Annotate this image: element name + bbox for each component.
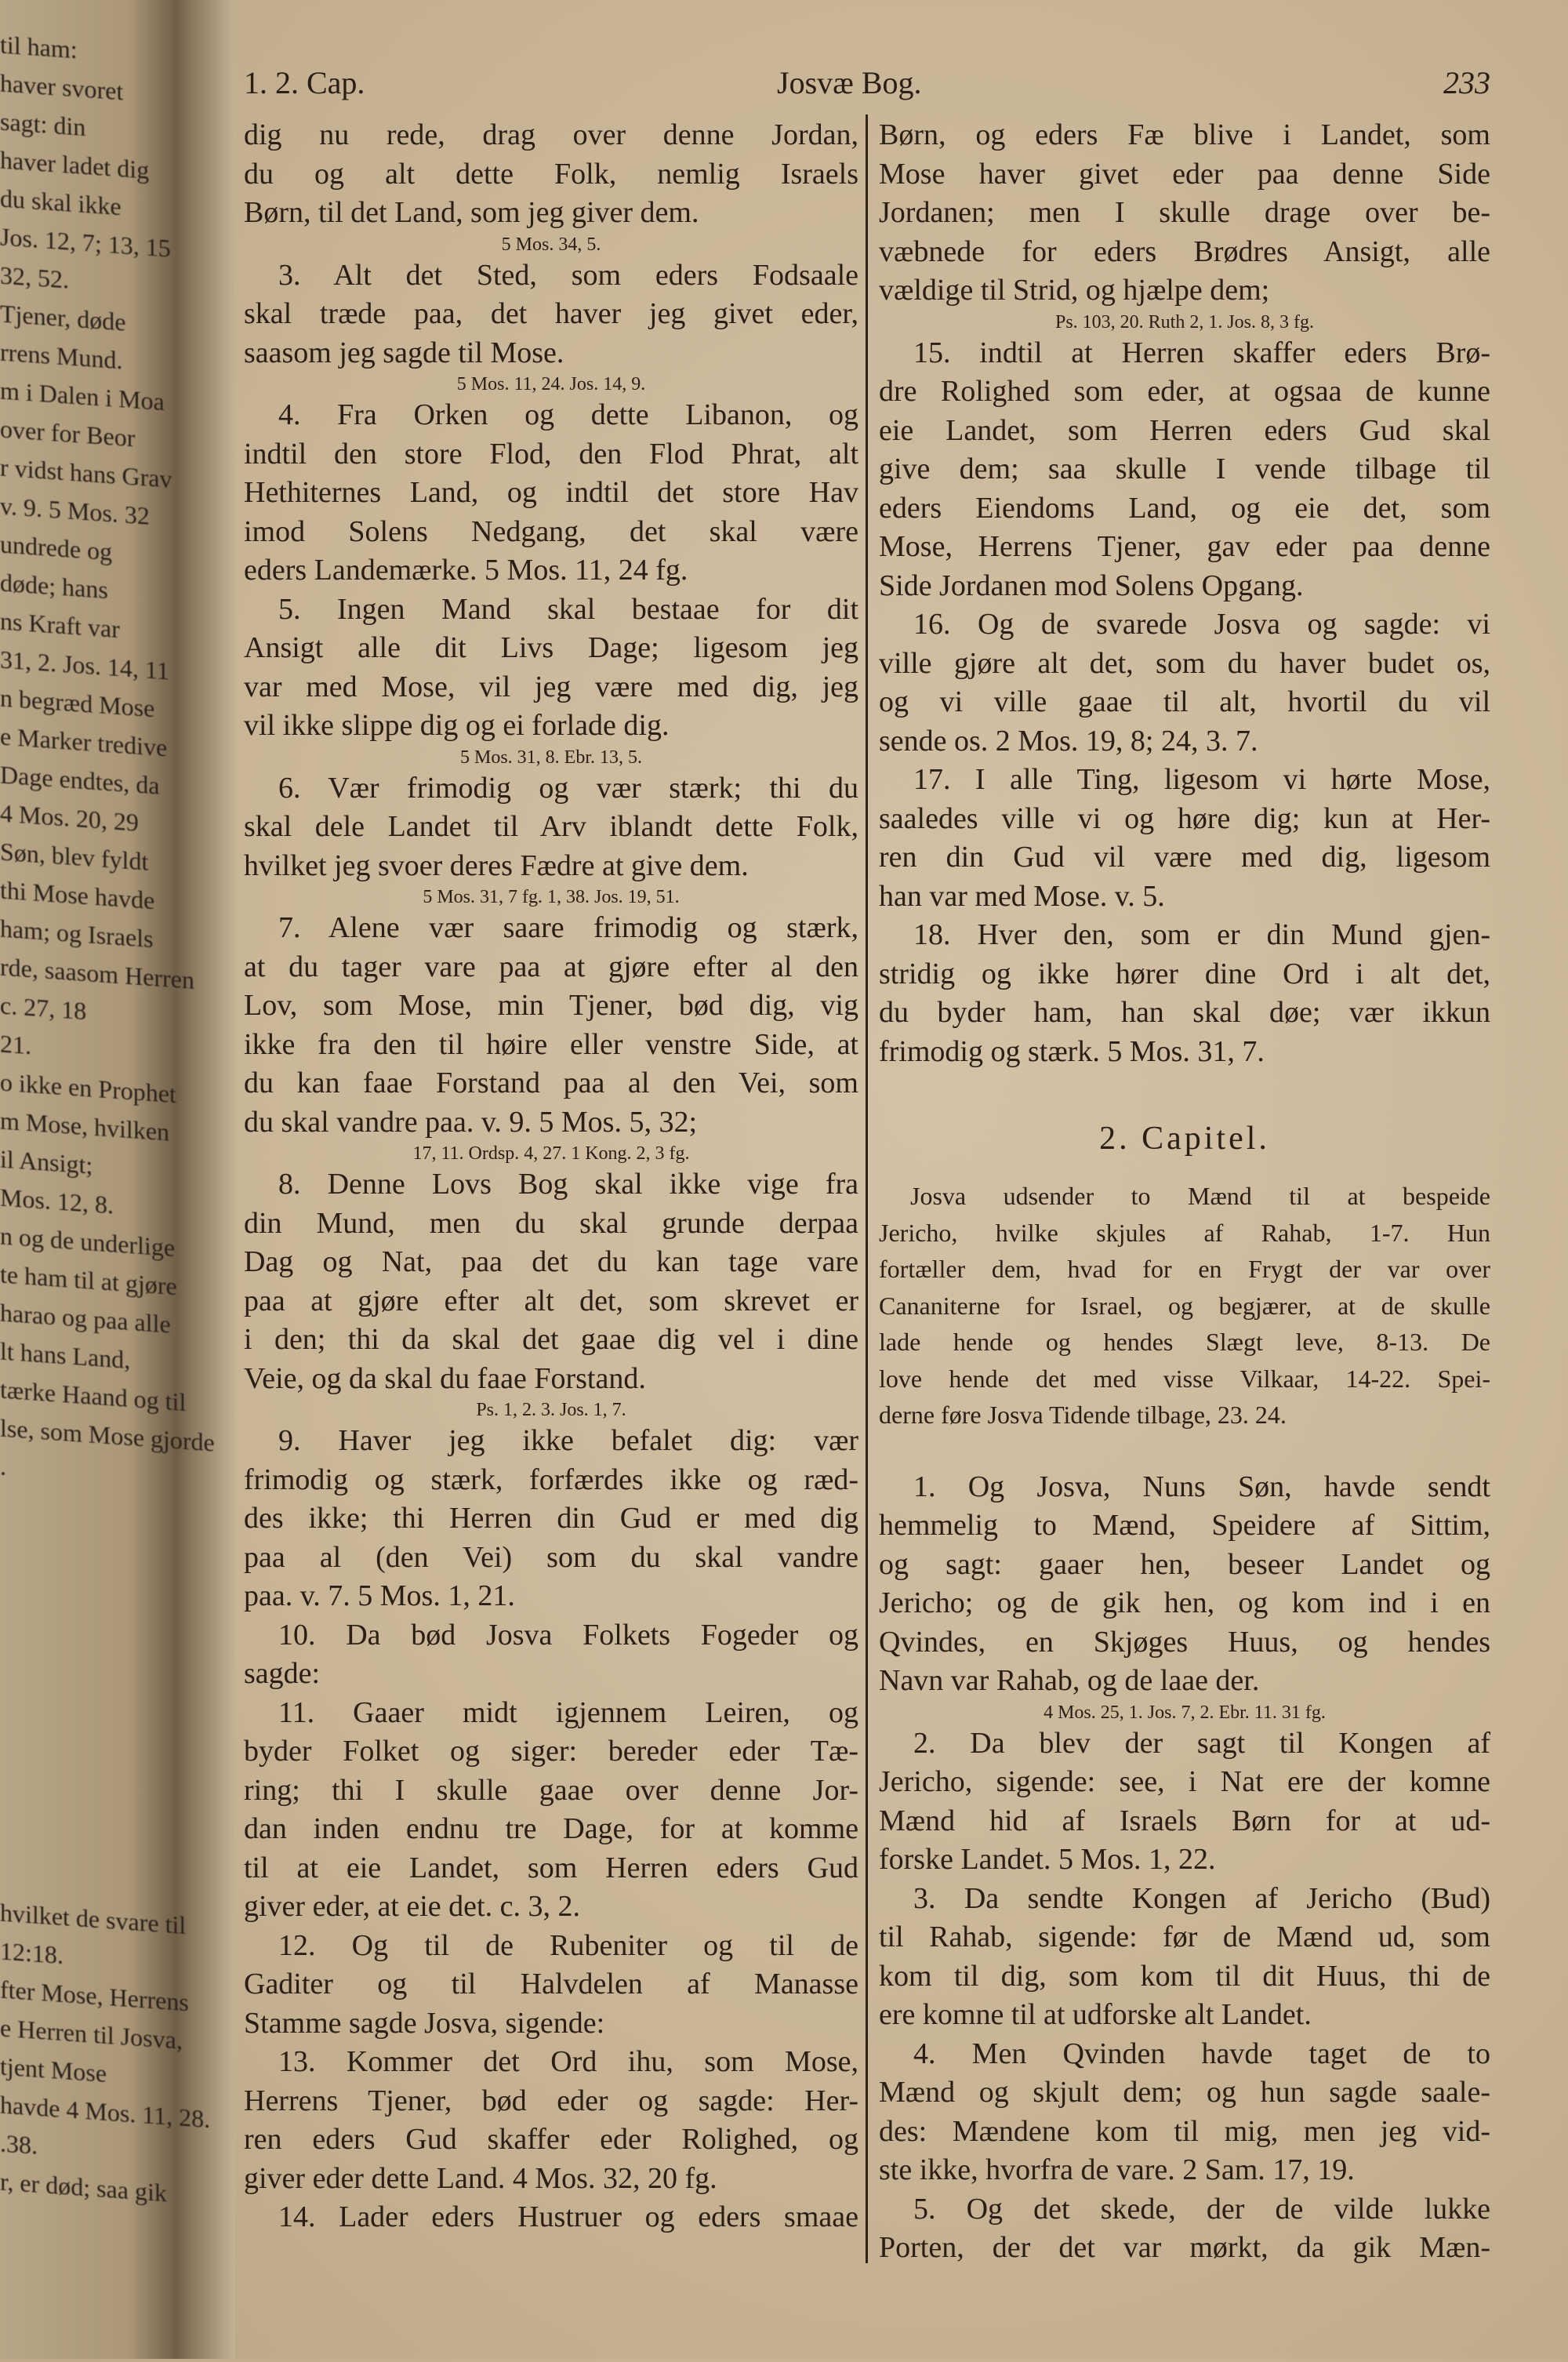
- verse-paragraph-line: du skal vandre paa. v. 9. 5 Mos. 5, 32;: [244, 1105, 697, 1139]
- verse-paragraph-line: Jordanen; men I skulle drage over be-: [879, 196, 1490, 229]
- cross-reference-line: 5 Mos. 31, 8. Ebr. 13, 5.: [459, 747, 642, 768]
- facing-page-fragment: rrens Mund.: [0, 337, 123, 375]
- verse-paragraph: [244, 1616, 858, 1694]
- verse-paragraph: [879, 334, 1490, 606]
- verse-paragraph-line: 16. Og de svarede Josva og sagde: vi: [913, 608, 1490, 641]
- verse-paragraph: [879, 2190, 1490, 2268]
- verse-paragraph: [879, 761, 1490, 916]
- cross-reference: [244, 233, 858, 256]
- chapter-summary-line: Cananiterne for Israel, og begjærer, at de skulle: [879, 1291, 1490, 1320]
- chapter-summary-line: fortæller dem, hvad for en Frygt der var over: [879, 1255, 1490, 1283]
- verse-paragraph-line: hemmelig to Mænd, Speidere af Sittim,: [879, 1509, 1490, 1542]
- verse-paragraph: [879, 1724, 1490, 1880]
- chapter-summary-line: derne føre Josva Tidende tilbage, 23. 24.: [879, 1401, 1287, 1429]
- verse-paragraph-line: skal træde paa, det haver jeg givet eder,: [244, 297, 858, 330]
- facing-page-fragment: Tjener, døde: [0, 299, 126, 336]
- cross-reference: [244, 1398, 858, 1422]
- verse-paragraph-line: Stamme sagde Josva, sigende:: [244, 2006, 605, 2040]
- verse-paragraph-line: vil ikke slippe dig og ei forlade dig.: [244, 709, 670, 742]
- verse-paragraph-line: vældige til Strid, og hjælpe dem;: [879, 274, 1270, 307]
- verse-paragraph-line: saaledes ville vi og høre dig; kun at Her-: [879, 801, 1490, 835]
- verse-paragraph-line: Dag og Nat, paa det du kan tage vare: [244, 1245, 858, 1278]
- facing-page-fragment: 12:18.: [0, 1936, 64, 1970]
- verse-paragraph-line: imod Solens Nedgang, det skal være: [244, 514, 858, 548]
- facing-page-fragment: 21.: [0, 1029, 31, 1060]
- verse-paragraph-line: 7. Alene vær saare frimodig og stærk,: [278, 911, 858, 944]
- verse-paragraph-line: til at eie Landet, som Herren eders Gud: [244, 1851, 858, 1884]
- verse-paragraph-line: frimodig og stærk, forfærdes ikke og ræd-: [244, 1463, 858, 1496]
- cross-reference: [879, 1701, 1490, 1724]
- facing-page-fragment: sagt: din: [0, 107, 86, 142]
- verse-paragraph-line: ere komne til at udforske alt Landet.: [879, 1998, 1312, 2031]
- facing-page-fragment: rde, saasom Herren: [0, 952, 194, 994]
- verse-paragraph: [244, 2043, 858, 2198]
- facing-page-fragment: undrede og: [0, 529, 113, 566]
- verse-paragraph-line: des ikke; thi Herren din Gud er med dig: [244, 1502, 858, 1535]
- verse-paragraph-line: Jericho; og de gik hen, og kom ind i en: [879, 1586, 1490, 1619]
- verse-paragraph-line: frimodig og stærk. 5 Mos. 31, 7.: [879, 1034, 1265, 1068]
- verse-paragraph-line: Jericho, sigende: see, i Nat ere der komne: [879, 1765, 1490, 1798]
- facing-page-fragment: e Herren til Josva,: [0, 2013, 183, 2055]
- facing-page-fragment: 4 Mos. 20, 29: [0, 798, 139, 837]
- verse-paragraph: [879, 116, 1490, 311]
- verse-paragraph-line: paa al (den Vei) som du skal vandre: [244, 1540, 858, 1574]
- facing-page-fragment: ns Kraft var: [0, 606, 120, 644]
- verse-paragraph-line: 2. Da blev der sagt til Kongen af: [913, 1726, 1490, 1760]
- facing-page-fragments: [0, 25, 215, 2358]
- facing-page-fragment: hvilket de svare til: [0, 1898, 187, 1940]
- facing-page-fragment: e Marker tredive: [0, 721, 168, 762]
- verse-paragraph: [244, 1927, 858, 2044]
- facing-page-fragment: te ham til at gjøre: [0, 1259, 177, 1301]
- verse-paragraph-line: Mænd og skjult dem; og hun sagde saale-: [879, 2076, 1490, 2109]
- facing-page-fragment: 31, 2. Jos. 14, 11: [0, 645, 169, 685]
- facing-page-fragment: n begræd Mose: [0, 683, 155, 723]
- facing-page-fragment: il Ansigt;: [0, 1144, 93, 1179]
- verse-paragraph-line: des: Mændene kom til mig, men jeg vid-: [879, 2114, 1490, 2148]
- header-chapter: 1. 2. Cap.: [244, 65, 365, 100]
- verse-paragraph-line: Lov, som Mose, min Tjener, bød dig, vig: [244, 989, 858, 1022]
- verse-paragraph: [244, 396, 858, 590]
- verse-paragraph-line: Porten, der det var mørkt, da gik Mæn-: [879, 2231, 1490, 2264]
- verse-paragraph: [244, 769, 858, 886]
- verse-paragraph-line: var med Mose, vil jeg være med dig, jeg: [244, 670, 858, 703]
- facing-page-fragment: v. 9. 5 Mos. 32: [0, 491, 150, 530]
- cross-reference-line: Ps. 1, 2. 3. Jos. 1, 7.: [476, 1400, 626, 1420]
- facing-page-fragment: harao og paa alle: [0, 1298, 171, 1339]
- verse-paragraph: [244, 1422, 858, 1616]
- verse-paragraph-line: 5. Og det skede, der de vilde lukke: [913, 2192, 1490, 2226]
- verse-paragraph-line: Gaditer og til Halvdelen af Manasse: [244, 1968, 858, 2000]
- cross-reference: [244, 885, 858, 909]
- facing-page-fragment: o ikke en Prophet: [0, 1067, 176, 1109]
- facing-page-fragment: lse, som Mose gjorde: [0, 1413, 215, 1457]
- facing-page-fragment: thi Mose havde: [0, 875, 155, 915]
- verse-paragraph-line: ring; thi I skulle gaae over denne Jor-: [244, 1773, 858, 1807]
- verse-paragraph-line: paa. v. 7. 5 Mos. 1, 21.: [244, 1579, 515, 1612]
- verse-paragraph-line: eders Landemærke. 5 Mos. 11, 24 fg.: [244, 554, 688, 587]
- chapter-summary: [879, 1178, 1490, 1434]
- verse-paragraph-line: og vi ville gaae til alt, hvortil du vil: [879, 685, 1490, 718]
- verse-paragraph-line: giver eder, at eie det. c. 3, 2.: [244, 1890, 580, 1923]
- verse-paragraph: [879, 605, 1490, 761]
- verse-paragraph-line: 17. I alle Ting, ligesom vi hørte Mose,: [913, 763, 1490, 796]
- verse-paragraph-line: Mose haver givet eder paa denne Side: [879, 157, 1490, 191]
- facing-page-fragment: .: [0, 1452, 6, 1481]
- verse-paragraph-line: dre Rolighed som eder, at ogsaa de kunne: [879, 375, 1490, 408]
- running-header: [244, 64, 1490, 111]
- verse-paragraph-line: forske Landet. 5 Mos. 1, 22.: [879, 1843, 1216, 1876]
- right-column: [879, 116, 1490, 2268]
- facing-page-fragment: ham; og Israels: [0, 914, 154, 954]
- verse-paragraph-line: Qvindes, en Skjøges Huus, og hendes: [879, 1625, 1490, 1659]
- verse-paragraph-line: 15. indtil at Herren skaffer eders Brø-: [913, 336, 1490, 369]
- cross-reference-line: 17, 11. Ordsp. 4, 27. 1 Kong. 2, 3 fg.: [412, 1143, 690, 1164]
- verse-paragraph-line: din Mund, men du skal grunde derpaa: [244, 1206, 858, 1240]
- chapter-summary-line: love hende det med visse Vilkaar, 14-22. Spei-: [879, 1364, 1490, 1393]
- verse-paragraph-line: dig nu rede, drag over denne Jordan,: [244, 118, 858, 151]
- verse-paragraph-line: Herrens Tjener, bød eder og sagde: Her-: [244, 2084, 858, 2117]
- verse-paragraph-line: 12. Og til de Rubeniter og til de: [278, 1928, 858, 1962]
- facing-page-fragment: Dage endtes, da: [0, 760, 160, 800]
- facing-page-fragment: til ham:: [0, 30, 78, 64]
- verse-paragraph-line: sagde:: [244, 1657, 321, 1690]
- verse-paragraph-line: byder Folket og siger: bereder eder Tæ-: [244, 1735, 858, 1768]
- verse-paragraph-line: 5. Ingen Mand skal bestaae for dit: [278, 592, 858, 626]
- cross-reference: [244, 746, 858, 769]
- verse-paragraph-line: til Rahab, sigende: før de Mænd ud, som: [879, 1920, 1490, 1953]
- verse-paragraph-line: kom til dig, som kom til dit Huus, thi de: [879, 1959, 1490, 1993]
- verse-paragraph: [244, 2198, 858, 2237]
- facing-page-fragment: r vidst hans Grav: [0, 452, 172, 493]
- verse-paragraph-line: paa at gjøre efter alt det, som skrevet er: [244, 1284, 858, 1317]
- header-book-title: Josvæ Bog.: [777, 65, 922, 100]
- verse-paragraph-line: 8. Denne Lovs Bog skal ikke vige fra: [278, 1168, 858, 1201]
- verse-paragraph-line: han var med Mose. v. 5.: [879, 879, 1165, 913]
- verse-paragraph-line: væbnede for eders Brødres Ansigt, alle: [879, 234, 1490, 268]
- verse-paragraph-line: ste ikke, hvorfra de vare. 2 Sam. 17, 19.: [879, 2153, 1355, 2186]
- verse-paragraph-line: ren din Gud vil være med dig, ligesom: [879, 841, 1490, 874]
- facing-page-fragment: 32, 52.: [0, 260, 69, 294]
- verse-paragraph: [244, 909, 858, 1142]
- verse-paragraph-line: skal dele Landet til Arv iblandt dette Folk,: [244, 810, 858, 843]
- cross-reference-line: Ps. 103, 20. Ruth 2, 1. Jos. 8, 3 fg.: [1054, 311, 1315, 332]
- cross-reference-line: 5 Mos. 34, 5.: [501, 234, 601, 255]
- verse-paragraph-line: i den; thi da skal det gaae dig vel i dine: [244, 1323, 858, 1356]
- facing-page-fragment: m Mose, hvilken: [0, 1106, 169, 1146]
- facing-page-fragment: Mos. 12, 8.: [0, 1183, 114, 1219]
- verse-paragraph: [244, 1165, 858, 1398]
- facing-page-fragment: du skal ikke: [0, 184, 122, 221]
- cross-reference: [879, 311, 1490, 334]
- verse-paragraph-line: Hethiternes Land, og indtil det store Hav: [244, 476, 858, 509]
- cross-reference-line: 4 Mos. 25, 1. Jos. 7, 2. Ebr. 11. 31 fg.: [1044, 1702, 1326, 1723]
- verse-paragraph-line: 11. Gaaer midt igjennem Leiren, og: [278, 1695, 858, 1729]
- verse-paragraph-line: Veie, og da skal du faae Forstand.: [244, 1361, 646, 1395]
- column-rule: [866, 114, 868, 2263]
- verse-paragraph: [879, 916, 1490, 1071]
- verse-paragraph-line: stridig og ikke hører dine Ord i alt det,: [879, 957, 1490, 990]
- cross-reference-line: 5 Mos. 31, 7 fg. 1, 38. Jos. 19, 51.: [423, 887, 680, 907]
- verse-paragraph-line: du kan faae Forstand paa al den Vei, som: [244, 1067, 858, 1099]
- verse-paragraph-line: og sagt: gaaer hen, beseer Landet og: [879, 1547, 1490, 1581]
- verse-paragraph-line: ikke fra den til høire eller venstre Side, at: [244, 1027, 858, 1061]
- verse-paragraph-line: Navn var Rahab, og de laae der.: [879, 1664, 1260, 1697]
- facing-page-fragment: n og de underlige: [0, 1221, 176, 1263]
- verse-paragraph-line: eie Landet, som Herren eders Gud skal: [879, 413, 1490, 447]
- verse-paragraph-line: 13. Kommer det Ord ihu, som Mose,: [278, 2045, 858, 2078]
- facing-page-fragment: tærke Haand og til: [0, 1375, 187, 1417]
- verse-paragraph-line: 4. Fra Orken og dette Libanon, og: [278, 398, 858, 431]
- verse-paragraph-line: saasom jeg sagde til Mose.: [244, 336, 564, 369]
- verse-paragraph-line: du og alt dette Folk, nemlig Israels: [244, 157, 858, 191]
- verse-paragraph: [879, 1880, 1490, 2035]
- facing-page-fragment: Søn, blev fyldt: [0, 837, 149, 876]
- facing-page-upper-fragments: [0, 25, 215, 1497]
- page-number: 233: [1443, 65, 1490, 100]
- verse-paragraph-line: Side Jordanen mod Solens Opgang.: [879, 569, 1304, 602]
- facing-page-fragment: .38.: [0, 2128, 38, 2160]
- facing-page-fragment: havde 4 Mos. 11, 28.: [0, 2090, 211, 2134]
- facing-page-fragment: lt hans Land,: [0, 1336, 131, 1375]
- verse-paragraph-line: 1. Og Josva, Nuns Søn, havde sendt: [913, 1470, 1490, 1503]
- verse-paragraph-line: 4. Men Qvinden havde taget de to: [913, 2037, 1490, 2070]
- verse-paragraph: [244, 1694, 858, 1927]
- verse-paragraph-line: Ansigt alle dit Livs Dage; ligesom jeg: [244, 631, 858, 664]
- left-column: [244, 116, 858, 2237]
- verse-paragraph: [244, 256, 858, 373]
- verse-paragraph: [879, 2035, 1490, 2190]
- verse-paragraph-line: Børn, til det Land, som jeg giver dem.: [244, 196, 699, 229]
- facing-page-fragment: r, er død; saa gik: [0, 2167, 167, 2208]
- verse-paragraph-line: hvilket jeg svoer deres Fædre at give dem.: [244, 849, 749, 882]
- verse-paragraph-line: 9. Haver jeg ikke befalet dig: vær: [278, 1424, 858, 1457]
- verse-paragraph-line: ren eders Gud skaffer eder Rolighed, og: [244, 2123, 858, 2156]
- facing-page-fragment: haver ladet dig: [0, 145, 150, 184]
- facing-page-fragment: Jos. 12, 7; 13, 15: [0, 222, 171, 263]
- verse-paragraph-line: giver eder dette Land. 4 Mos. 32, 20 fg.: [244, 2161, 717, 2195]
- verse-paragraph-line: 3. Da sendte Kongen af Jericho (Bud): [913, 1881, 1490, 1915]
- cross-reference: [244, 372, 858, 396]
- verse-paragraph: [244, 590, 858, 746]
- facing-page-fragment: c. 27, 18: [0, 990, 87, 1026]
- verse-paragraph-line: 3. Alt det Sted, som eders Fodsaale: [278, 258, 858, 292]
- verse-paragraph-line: sende os. 2 Mos. 19, 8; 24, 3. 7.: [879, 724, 1258, 758]
- facing-page-fragment: tjent Mose: [0, 2051, 107, 2088]
- verse-paragraph-line: 18. Hver den, som er din Mund gjen-: [913, 918, 1490, 951]
- facing-page-lower-fragments: [0, 1893, 211, 2212]
- facing-page-fragment: m i Dalen i Moa: [0, 376, 165, 416]
- verse-paragraph-line: at du tager vare paa at gjøre efter al den: [244, 950, 858, 983]
- verse-paragraph-line: eders Eiendoms Land, og eie det, som: [879, 491, 1490, 525]
- verse-paragraph-line: Mænd hid af Israels Børn for at ud-: [879, 1804, 1490, 1837]
- chapter-summary-line: lade hende og hendes Slægt leve, 8-13. De: [879, 1328, 1490, 1356]
- verse-paragraph-line: 10. Da bød Josva Folkets Fogeder og: [278, 1618, 858, 1652]
- chapter-summary-line: Josva udsender to Mænd til at bespeide: [910, 1182, 1490, 1210]
- verse-paragraph-line: give dem; saa skulle I vende tilbage til: [879, 452, 1490, 485]
- cross-reference: [244, 1142, 858, 1165]
- verse-paragraph: [879, 1468, 1490, 1701]
- facing-page-fragment: over for Beor: [0, 414, 136, 452]
- verse-paragraph-line: du byder ham, han skal døe; vær ikkun: [879, 996, 1490, 1029]
- verse-paragraph-line: Børn, og eders Fæ blive i Landet, som: [879, 118, 1490, 151]
- facing-page-fragment: haver svoret: [0, 68, 124, 106]
- cross-reference-line: 5 Mos. 11, 24. Jos. 14, 9.: [456, 374, 646, 394]
- verse-paragraph-line: Mose, Herrens Tjener, gav eder paa denne: [879, 530, 1490, 563]
- verse-paragraph-line: 6. Vær frimodig og vær stærk; thi du: [278, 771, 858, 805]
- verse-paragraph-line: dan inden endnu tre Dage, for at komme: [244, 1812, 858, 1845]
- verse-paragraph-line: indtil den store Flod, den Flod Phrat, alt: [244, 437, 858, 471]
- facing-page-fragment: døde; hans: [0, 568, 108, 605]
- verse-paragraph-line: ville gjøre alt det, som du haver budet os,: [879, 646, 1490, 680]
- chapter-heading: [879, 1117, 1490, 1161]
- facing-page-fragment: fter Mose, Herrens: [0, 1975, 189, 2017]
- chapter-heading-line: 2. Capitel.: [1099, 1121, 1270, 1157]
- verse-paragraph: [244, 116, 858, 233]
- verse-paragraph-line: 14. Lader eders Hustruer og eders smaae: [278, 2200, 858, 2233]
- chapter-summary-line: Jericho, hvilke skjules af Rahab, 1-7. Hun: [879, 1218, 1490, 1247]
